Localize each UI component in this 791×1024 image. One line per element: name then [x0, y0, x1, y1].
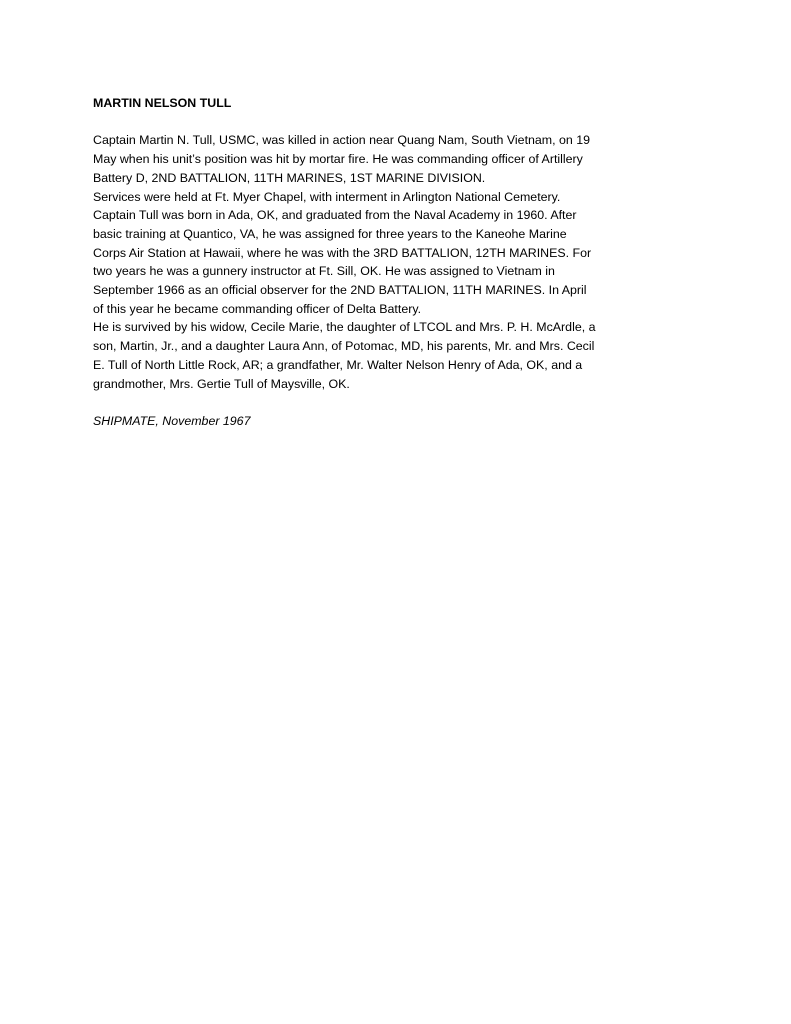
paragraph-services-and-career: Services were held at Ft. Myer Chapel, with interment in Arlington National Cemetery. Captain Tull was born in Ada, OK, and graduated from the Naval Academy in 1960. After basic training at Quantico, VA, he was assigned for three years to the Kaneohe Marine Corps Air Station at Hawaii, where he was with the 3RD BATTALION, 12TH MARINES. For two years he was a gunnery instructor at Ft. Sill, OK. He was assigned to Vietnam in September 1966 as an official observer for the 2ND BATTALION, 11TH MARINES. In April of this year he became commanding officer of Delta Battery. [93, 189, 592, 316]
paragraph-killed-in-action: Captain Martin N. Tull, USMC, was killed in action near Quang Nam, South Vietnam, on 19 May when his unit’s position was hit by mortar fire. He was commanding officer of Artillery Battery D, 2ND BATTALION, 11TH MARINES, 1ST MARINE DIVISION. [93, 133, 591, 185]
document-title: MARTIN NELSON TULL [93, 96, 232, 110]
source-citation: SHIPMATE, November 1967 [93, 413, 251, 428]
paragraph-survivors: He is survived by his widow, Cecile Marie, the daughter of LTCOL and Mrs. P. H. McArdle, a son, Martin, Jr., and a daughter Laura Ann, of Potomac, MD, his parents, Mr. and Mrs. Cecil E. Tull of North Little Rock, AR; a grandfather, Mr. Walter Nelson Henry of Ada, OK, and a grandmother, Mrs. Gertie Tull of Maysville, OK. [93, 320, 596, 391]
document-body [93, 94, 713, 431]
